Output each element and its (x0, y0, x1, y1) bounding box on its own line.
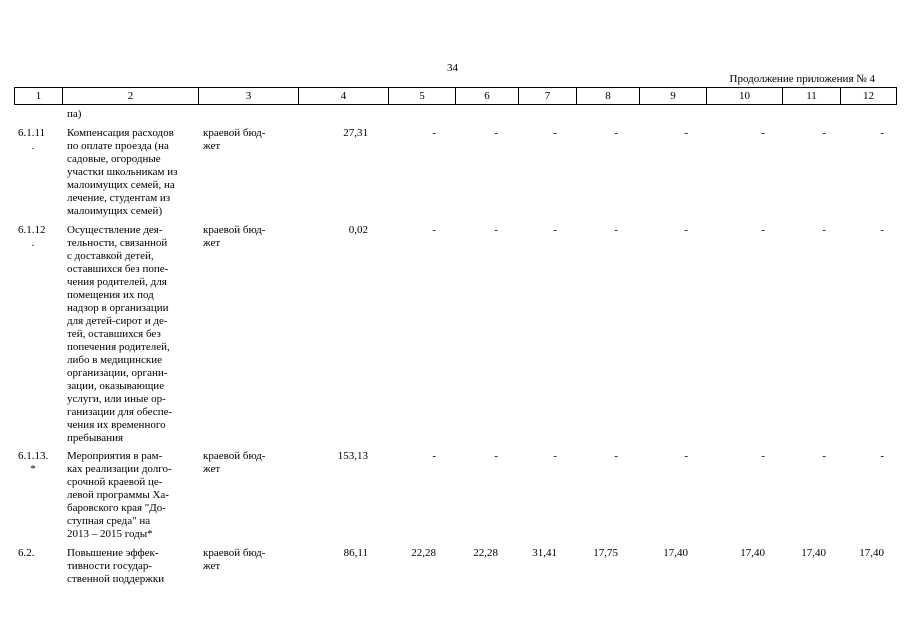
row-value-col11: - (822, 224, 826, 236)
row-value-col8: - (614, 224, 618, 236)
row-source: краевой бюд- жет (203, 224, 266, 249)
row-value-col9: - (684, 450, 688, 462)
header-col-3: 3 (198, 88, 298, 104)
row-value-col4: 27,31 (343, 127, 368, 139)
header-col-8: 8 (576, 88, 639, 104)
row-value-col11: - (822, 127, 826, 139)
row-number: 6.2. (18, 547, 35, 559)
header-col-4: 4 (298, 88, 388, 104)
row-value-col7: - (553, 127, 557, 139)
row-value-col12: - (880, 450, 884, 462)
row-value-col7: - (553, 224, 557, 236)
row-value-col6: - (494, 224, 498, 236)
row-value-col7: - (553, 450, 557, 462)
row-value-col6: - (494, 450, 498, 462)
row-value-col10: 17,40 (740, 547, 765, 559)
row-name: Компенсация расходов по оплате проезда (на садовые, огородные участки школьникам из малоимущих семей, на лечение, студентам из малоимущих семей) (67, 127, 178, 217)
row-value-col5: - (432, 127, 436, 139)
row-value-col8: 17,75 (593, 547, 618, 559)
header-col-9: 9 (639, 88, 706, 104)
row-value-col10: - (761, 224, 765, 236)
row-value-col8: - (614, 450, 618, 462)
row-source: краевой бюд- жет (203, 450, 266, 475)
row-value-col6: 22,28 (473, 547, 498, 559)
row-number: 6.1.13. * (18, 450, 49, 475)
row-value-col4: 0,02 (348, 224, 368, 236)
row-source: краевой бюд- жет (203, 547, 266, 572)
row-value-col5: - (432, 450, 436, 462)
row-value-col4: 153,13 (337, 450, 368, 462)
header-col-6: 6 (455, 88, 518, 104)
row-name: Осуществление дея- тельности, связанной с доставкой детей, оставшихся без попе- чения родителей, для помещения их под надзор в организации для детей-сирот и де- тей, оставшихся без попечения родителей, либо в медицинские организации, органи- зации, оказывающие услуги, или иные ор- ганизации для обеспе- чения их временного пребывания (67, 224, 173, 444)
header-col-10: 10 (706, 88, 782, 104)
row-value-col12: - (880, 127, 884, 139)
row-value-col7: 31,41 (532, 547, 557, 559)
row-value-col9: - (684, 224, 688, 236)
row-value-col4: 86,11 (343, 547, 368, 559)
header-col-5: 5 (388, 88, 455, 104)
continuation-label: Продолжение приложения № 4 (729, 73, 875, 85)
row-source: краевой бюд- жет (203, 127, 266, 152)
page-number: 34 (447, 62, 458, 74)
header-col-12: 12 (840, 88, 897, 104)
row-value-col12: - (880, 224, 884, 236)
row-value-col9: 17,40 (663, 547, 688, 559)
table-header (14, 87, 897, 105)
row-value-col8: - (614, 127, 618, 139)
row-value-col11: - (822, 450, 826, 462)
row-value-col11: 17,40 (801, 547, 826, 559)
row-value-col6: - (494, 127, 498, 139)
header-col-1: 1 (14, 88, 62, 104)
row-value-col5: 22,28 (411, 547, 436, 559)
row-number: 6.1.11 . (18, 127, 46, 152)
row-name: Повышение эффек- тивности государ- ственной поддержки (67, 547, 165, 585)
row-number: 6.1.12 . (18, 224, 46, 249)
header-col-2: 2 (62, 88, 198, 104)
row-value-col12: 17,40 (859, 547, 884, 559)
row-value-col10: - (761, 450, 765, 462)
row-value-col9: - (684, 127, 688, 139)
row-name: Мероприятия в рам- ках реализации долго- срочной краевой це- левой программы Ха- баровского края "До- ступная среда" на 2013 – 2015 годы* (67, 450, 172, 540)
header-col-7: 7 (518, 88, 576, 104)
row-value-col5: - (432, 224, 436, 236)
fragment-from-previous: па) (67, 108, 82, 120)
row-value-col10: - (761, 127, 765, 139)
header-col-11: 11 (782, 88, 840, 104)
